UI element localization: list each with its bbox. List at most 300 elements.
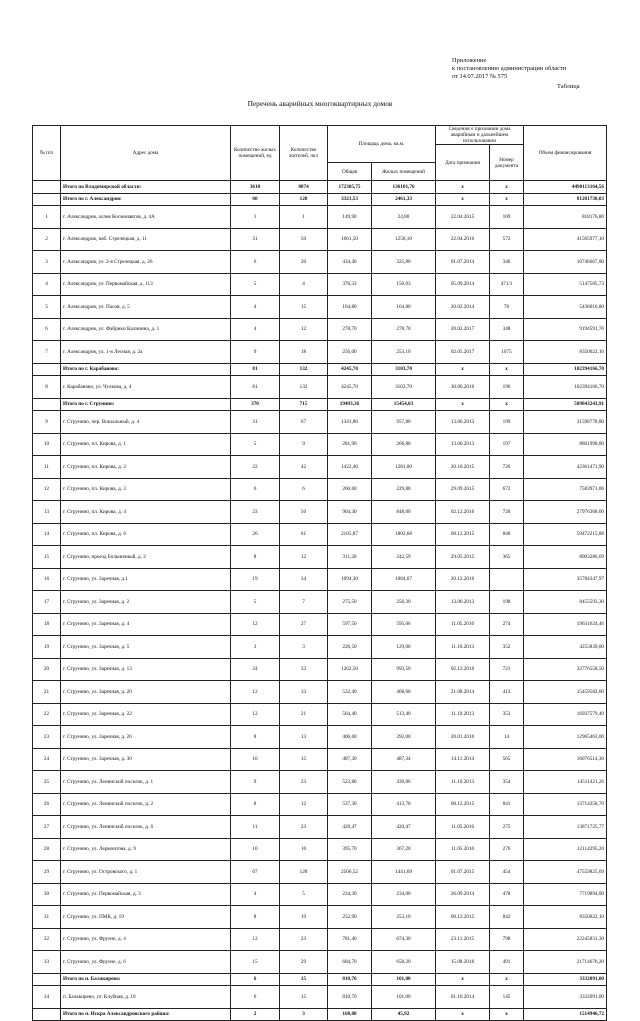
row-num: 29 (33, 861, 61, 884)
rooms-cell: 4 (231, 296, 280, 319)
residents-cell: 8074 (280, 181, 328, 194)
total-row (33, 181, 607, 194)
row-num: 21 (33, 681, 61, 704)
financing-cell: 27976368,00 (524, 501, 607, 524)
rec-date-cell: x (436, 973, 490, 986)
row-num: 4 (33, 273, 61, 296)
table-row (33, 658, 607, 681)
row-num: 3 (33, 251, 61, 274)
residents-cell: 3 (280, 636, 328, 659)
area-living-cell: 658,20 (372, 951, 436, 974)
rec-date-cell: 20.02.2017 (436, 318, 490, 341)
area-living-cell: 848,00 (372, 501, 436, 524)
rooms-cell: 6 (231, 251, 280, 274)
financing-cell: 7719894,00 (524, 883, 607, 906)
table-row (33, 861, 607, 884)
row-num: 31 (33, 906, 61, 929)
address-cell: г. Александров, аллея Космонавтов, д. 4А (61, 206, 231, 229)
address-cell: г. Струнино, ул. Лермонтова, д. 9 (61, 838, 231, 861)
financing-cell: 3332091,00 (524, 973, 607, 986)
rec-date-cell: 11.05.2016 (436, 838, 490, 861)
rooms-cell: 12 (231, 928, 280, 951)
area-total-cell: 4245,70 (328, 363, 372, 376)
residents-cell: 3 (280, 1008, 328, 1021)
area-total-cell: 532,40 (328, 681, 372, 704)
table-row (33, 681, 607, 704)
rec-date-cell: 08.12.2015 (436, 523, 490, 546)
rec-date-cell: x (436, 181, 490, 194)
row-num: 27 (33, 816, 61, 839)
rec-num-cell: 346 (490, 251, 524, 274)
address-cell: г. Струнино, ул. Заречная, д. 2 (61, 591, 231, 614)
address-cell: г. Струнино, ул. Заречная, д. 5 (61, 636, 231, 659)
rec-date-cell: 20.12.2016 (436, 568, 490, 591)
rec-num-cell: 354 (490, 771, 524, 794)
residents-cell: 6 (280, 478, 328, 501)
header-rec-date: Дата признания (436, 145, 490, 181)
residents-cell: 15 (280, 973, 328, 986)
address-cell: г. Струнино, ул. Ленинский поселок, д. 1 (61, 771, 231, 794)
residents-cell: 61 (280, 523, 328, 546)
table-row (33, 273, 607, 296)
rooms-cell: 24 (231, 658, 280, 681)
row-num: 32 (33, 928, 61, 951)
row-num: 19 (33, 636, 61, 659)
rec-date-cell: 02.05.2017 (436, 341, 490, 364)
area-total-cell: 2105,87 (328, 523, 372, 546)
area-total-cell: 168,00 (328, 1008, 372, 1021)
table-row (33, 501, 607, 524)
area-total-cell: 260,60 (328, 478, 372, 501)
area-living-cell: 3103,70 (372, 376, 436, 399)
area-living-cell: 3103,70 (372, 363, 436, 376)
area-living-cell: 24,80 (372, 206, 436, 229)
row-num: 28 (33, 838, 61, 861)
rec-date-cell: 13.06.2013 (436, 433, 490, 456)
table-row (33, 296, 607, 319)
financing-cell: 31598778,80 (524, 411, 607, 434)
row-num: 9 (33, 411, 61, 434)
area-living-cell: 1258,10 (372, 228, 436, 251)
row-num: 26 (33, 793, 61, 816)
financing-cell: 12114295,20 (524, 838, 607, 861)
header-rec-num: Номер документа (490, 145, 524, 181)
financing-cell: 13871725,77 (524, 816, 607, 839)
rec-date-cell: 22.04.2016 (436, 228, 490, 251)
address-cell: г. Струнино, пл. Кирова, д. 6 (61, 523, 231, 546)
header-area-total: Общая (328, 163, 372, 181)
address-cell: г. Струнино, проезд Больничный, д. 2 (61, 546, 231, 569)
financing-cell: 35784347,97 (524, 568, 607, 591)
area-living-cell: 367,20 (372, 838, 436, 861)
area-total-cell: 781,40 (328, 928, 372, 951)
table-row (33, 726, 607, 749)
row-num: 11 (33, 456, 61, 479)
financing-cell: 10746667,80 (524, 251, 607, 274)
residents-cell: 33 (280, 658, 328, 681)
area-living-cell: 136101,76 (372, 181, 436, 194)
residents-cell: 33 (280, 681, 328, 704)
table-row (33, 951, 607, 974)
area-living-cell: 1084,67 (372, 568, 436, 591)
rooms-cell: 81 (231, 363, 280, 376)
address-cell: Итого по Владимирской области: (61, 181, 231, 194)
residents-cell: 20 (280, 251, 328, 274)
area-living-cell: 1281,00 (372, 456, 436, 479)
financing-cell: 13714358,70 (524, 793, 607, 816)
row-num: 13 (33, 501, 61, 524)
area-living-cell: 229,88 (372, 478, 436, 501)
rooms-cell: 26 (231, 523, 280, 546)
area-living-cell: 256,30 (372, 591, 436, 614)
financing-cell: 12965463,00 (524, 726, 607, 749)
address-cell: г. Струнино, ул. Фрунзе, д. 4 (61, 928, 231, 951)
financing-cell: 15459582,60 (524, 681, 607, 704)
area-total-cell: 311,20 (328, 546, 372, 569)
financing-cell: 14511421,26 (524, 771, 607, 794)
residents-cell: 12 (280, 793, 328, 816)
row-num: 17 (33, 591, 61, 614)
address-cell: г. Струнино, ул. Заречная, д. 4 (61, 613, 231, 636)
financing-cell: 102394166,70 (524, 376, 607, 399)
financing-cell: 7583971,06 (524, 478, 607, 501)
financing-cell: 41505977,10 (524, 228, 607, 251)
financing-cell: 1514946,72 (524, 1008, 607, 1021)
table-row (33, 986, 607, 1009)
financing-cell: 8003286,69 (524, 546, 607, 569)
header-num: № п/п (33, 126, 61, 181)
rec-date-cell: 21.08.2014 (436, 681, 490, 704)
financing-cell: 4255839,00 (524, 636, 607, 659)
rec-num-cell: 720 (490, 501, 524, 524)
row-num (33, 1008, 61, 1021)
row-num: 1 (33, 206, 61, 229)
financing-cell: 5436016,80 (524, 296, 607, 319)
rec-num-cell: 275 (490, 816, 524, 839)
appendix-line-1: Приложение (452, 57, 487, 64)
rec-date-cell: 26.09.2014 (436, 883, 490, 906)
rec-date-cell: 02.12.2016 (436, 501, 490, 524)
area-total-cell: 434,40 (328, 251, 372, 274)
rec-num-cell: x (490, 973, 524, 986)
row-num: 18 (33, 613, 61, 636)
address-cell: г. Александров, наб. Стрелецкая, д. 11 (61, 228, 231, 251)
address-cell: г. Струнино, ул. Фрунзе, д. 6 (61, 951, 231, 974)
rec-num-cell: 491 (490, 951, 524, 974)
rec-num-cell: 798 (490, 928, 524, 951)
rec-num-cell: 478 (490, 883, 524, 906)
area-total-cell: 149,90 (328, 206, 372, 229)
area-total-cell: 256,00 (328, 341, 372, 364)
rec-date-cell: 11.10.2013 (436, 636, 490, 659)
rec-num-cell: 471/1 (490, 273, 524, 296)
financing-cell: 19631624,46 (524, 613, 607, 636)
total-row (33, 1008, 607, 1021)
residents-cell: 50 (280, 501, 328, 524)
table-row (33, 928, 607, 951)
rooms-cell: 8 (231, 726, 280, 749)
area-total-cell: 3321,53 (328, 193, 372, 206)
residents-cell: 50 (280, 228, 328, 251)
residents-cell: 5 (280, 883, 328, 906)
rooms-cell: 12 (231, 613, 280, 636)
rec-date-cell: 13.06.2013 (436, 591, 490, 614)
residents-cell: 15 (280, 986, 328, 1009)
area-total-cell: 904,30 (328, 501, 372, 524)
address-cell: г. Струнино, ул. Ленинский поселок, д. 2 (61, 793, 231, 816)
rooms-cell: 31 (231, 228, 280, 251)
table-row (33, 318, 607, 341)
financing-cell: 8350022,10 (524, 341, 607, 364)
rooms-cell: 10 (231, 748, 280, 771)
address-cell: г. Струнино, пл. Кирова, д. 3 (61, 478, 231, 501)
area-total-cell: 1262,50 (328, 658, 372, 681)
rooms-cell: 6 (231, 973, 280, 986)
area-living-cell: 413,70 (372, 793, 436, 816)
address-cell: Итого по г. Карабаново: (61, 363, 231, 376)
area-living-cell: 253,10 (372, 906, 436, 929)
address-cell: г. Струнино, пер. Вокзальный, д. 4 (61, 411, 231, 434)
rooms-cell: 10 (231, 838, 280, 861)
rec-date-cell: 14.11.2014 (436, 748, 490, 771)
rooms-cell: 1 (231, 206, 280, 229)
total-row (33, 363, 607, 376)
financing-cell: 59472215,88 (524, 523, 607, 546)
total-row (33, 193, 607, 206)
table-row (33, 883, 607, 906)
residents-cell: 132 (280, 363, 328, 376)
address-cell: Итого по г. Александров: (61, 193, 231, 206)
rec-num-cell: 352 (490, 636, 524, 659)
rec-date-cell: 05.09.2014 (436, 273, 490, 296)
rec-date-cell: 20.02.2014 (436, 296, 490, 319)
row-num: 34 (33, 986, 61, 1009)
financing-cell: 81201738,03 (524, 193, 607, 206)
rec-num-cell: 14 (490, 726, 524, 749)
table-row (33, 206, 607, 229)
rooms-cell: 3610 (231, 181, 280, 194)
rec-num-cell: 196 (490, 376, 524, 399)
residents-cell: 15 (280, 748, 328, 771)
rec-num-cell (490, 568, 524, 591)
rooms-cell: 6 (231, 986, 280, 1009)
area-total-cell: 278,70 (328, 318, 372, 341)
table-row (33, 816, 607, 839)
area-total-cell: 395,70 (328, 838, 372, 861)
rec-num-cell: x (490, 1008, 524, 1021)
residents-cell: 18 (280, 341, 328, 364)
rec-num-cell: 1075 (490, 341, 524, 364)
rec-date-cell: 02.12.2016 (436, 658, 490, 681)
rec-num-cell: 841 (490, 793, 524, 816)
rooms-cell: 370 (231, 398, 280, 411)
area-living-cell: 242,59 (372, 546, 436, 569)
rooms-cell: 4 (231, 883, 280, 906)
financing-cell: 9194591,70 (524, 318, 607, 341)
rec-date-cell: 01.07.2015 (436, 861, 490, 884)
rooms-cell: 5 (231, 591, 280, 614)
appendix-line-3: от 14.07.2017 № 575 (452, 73, 508, 80)
rec-num-cell: 413 (490, 681, 524, 704)
row-num: 12 (33, 478, 61, 501)
row-num: 2 (33, 228, 61, 251)
table-row (33, 838, 607, 861)
rooms-cell: 12 (231, 681, 280, 704)
table-row (33, 523, 607, 546)
rec-date-cell: 23.11.2015 (436, 928, 490, 951)
header-residents: Количество жителей, чел (280, 126, 328, 181)
table-row (33, 748, 607, 771)
rec-date-cell: x (436, 363, 490, 376)
rec-num-cell: 572 (490, 228, 524, 251)
rec-num-cell: 199 (490, 411, 524, 434)
residents-cell: 21 (280, 703, 328, 726)
table-row (33, 341, 607, 364)
area-living-cell: 234,00 (372, 883, 436, 906)
row-num (33, 363, 61, 376)
residents-cell: 132 (280, 376, 328, 399)
address-cell: г. Струнино, ул. Заречная, д. 30 (61, 748, 231, 771)
table-row (33, 613, 607, 636)
row-num: 5 (33, 296, 61, 319)
table-row (33, 478, 607, 501)
rooms-cell: 8 (231, 906, 280, 929)
area-living-cell: 1441,69 (372, 861, 436, 884)
rooms-cell: 31 (231, 411, 280, 434)
rooms-cell: 22 (231, 456, 280, 479)
table-row (33, 376, 607, 399)
rec-num-cell: 454 (490, 861, 524, 884)
financing-cell: 42361471,90 (524, 456, 607, 479)
address-cell: г. Александров, ул. Первомайская, д. 113 (61, 273, 231, 296)
address-cell: г. Александров, ул. Пасов, д. 5 (61, 296, 231, 319)
area-living-cell: 595,06 (372, 613, 436, 636)
area-total-cell: 275,50 (328, 591, 372, 614)
rec-num-cell: 145 (490, 986, 524, 1009)
financing-cell: 47559825,69 (524, 861, 607, 884)
rec-date-cell: 29.05.2015 (436, 546, 490, 569)
rooms-cell: 23 (231, 501, 280, 524)
financing-cell: 16937579,40 (524, 703, 607, 726)
rooms-cell: 5 (231, 433, 280, 456)
area-total-cell: 281,90 (328, 433, 372, 456)
area-total-cell: 1094,30 (328, 568, 372, 591)
area-total-cell: 164,80 (328, 296, 372, 319)
row-num: 7 (33, 341, 61, 364)
financing-cell: 8801998,80 (524, 433, 607, 456)
rec-num-cell: 76 (490, 296, 524, 319)
rec-num-cell: x (490, 193, 524, 206)
residents-cell: 4 (280, 273, 328, 296)
financing-cell: 21714676,20 (524, 951, 607, 974)
area-total-cell: 252,90 (328, 906, 372, 929)
table-row (33, 456, 607, 479)
residents-cell: 23 (280, 816, 328, 839)
row-num: 30 (33, 883, 61, 906)
address-cell: г. Струнино, пл. Кирова, д. 1 (61, 433, 231, 456)
area-total-cell: 523,80 (328, 771, 372, 794)
area-living-cell: 101,00 (372, 986, 436, 1009)
rooms-cell: 15 (231, 951, 280, 974)
residents-cell: 29 (280, 951, 328, 974)
residents-cell: 13 (280, 726, 328, 749)
rec-date-cell: 13.06.2013 (436, 411, 490, 434)
table-row (33, 793, 607, 816)
area-living-cell: 45,92 (372, 1008, 436, 1021)
area-living-cell: 164,80 (372, 296, 436, 319)
total-row (33, 973, 607, 986)
residents-cell: 9 (280, 433, 328, 456)
financing-cell: 32776558,50 (524, 658, 607, 681)
rec-date-cell: 01.07.2014 (436, 251, 490, 274)
rec-date-cell: x (436, 193, 490, 206)
address-cell: г. Струнино, ул. Островского, д. 1 (61, 861, 231, 884)
residents-cell: 715 (280, 398, 328, 411)
rooms-cell: 3 (231, 636, 280, 659)
row-num: 23 (33, 726, 61, 749)
area-living-cell: 1802,68 (372, 523, 436, 546)
rooms-cell: 9 (231, 341, 280, 364)
area-living-cell: 957,80 (372, 411, 436, 434)
table-row (33, 703, 607, 726)
area-living-cell: 439,86 (372, 771, 436, 794)
address-cell: г. Струнино, ул. Первомайская, д. 3 (61, 883, 231, 906)
table-row (33, 568, 607, 591)
area-living-cell: 487,34 (372, 748, 436, 771)
residents-cell: 42 (280, 456, 328, 479)
rooms-cell: 4 (231, 318, 280, 341)
residents-cell: 23 (280, 928, 328, 951)
residents-cell: 7 (280, 591, 328, 614)
table-row (33, 228, 607, 251)
row-num: 16 (33, 568, 61, 591)
rec-num-cell: 169 (490, 206, 524, 229)
area-living-cell: 513,40 (372, 703, 436, 726)
row-num (33, 193, 61, 206)
table-row (33, 591, 607, 614)
rooms-cell: 2 (231, 1008, 280, 1021)
area-living-cell: 2461,33 (372, 193, 436, 206)
rec-num-cell: 726 (490, 456, 524, 479)
rec-date-cell: 11.10.2013 (436, 771, 490, 794)
table-row (33, 411, 607, 434)
row-num: 24 (33, 748, 61, 771)
address-cell: Итого по п. Балакирево: (61, 973, 231, 986)
header-address: Адрес дома (61, 126, 231, 181)
area-living-cell: 101,00 (372, 973, 436, 986)
area-total-cell: 810,70 (328, 973, 372, 986)
row-num: 20 (33, 658, 61, 681)
address-cell: г. Струнино, ул. Заречная, д.1 (61, 568, 231, 591)
residents-cell: 23 (280, 771, 328, 794)
total-row (33, 398, 607, 411)
emergency-houses-table (32, 125, 607, 1021)
table-row (33, 546, 607, 569)
financing-cell: 4490113164,56 (524, 181, 607, 194)
table-row (33, 251, 607, 274)
area-total-cell: 406,60 (328, 726, 372, 749)
area-living-cell: 156,03 (372, 273, 436, 296)
rec-date-cell: x (436, 1008, 490, 1021)
rec-date-cell: 20.01.2016 (436, 726, 490, 749)
rec-num-cell: 276 (490, 838, 524, 861)
row-num: 6 (33, 318, 61, 341)
address-cell: г. Струнино, ул. Заречная, д. 13 (61, 658, 231, 681)
rec-date-cell: 29.09.2015 (436, 478, 490, 501)
rec-num-cell: 842 (490, 906, 524, 929)
rec-num-cell: x (490, 181, 524, 194)
header-area-living: Жилых помещений (372, 163, 436, 181)
